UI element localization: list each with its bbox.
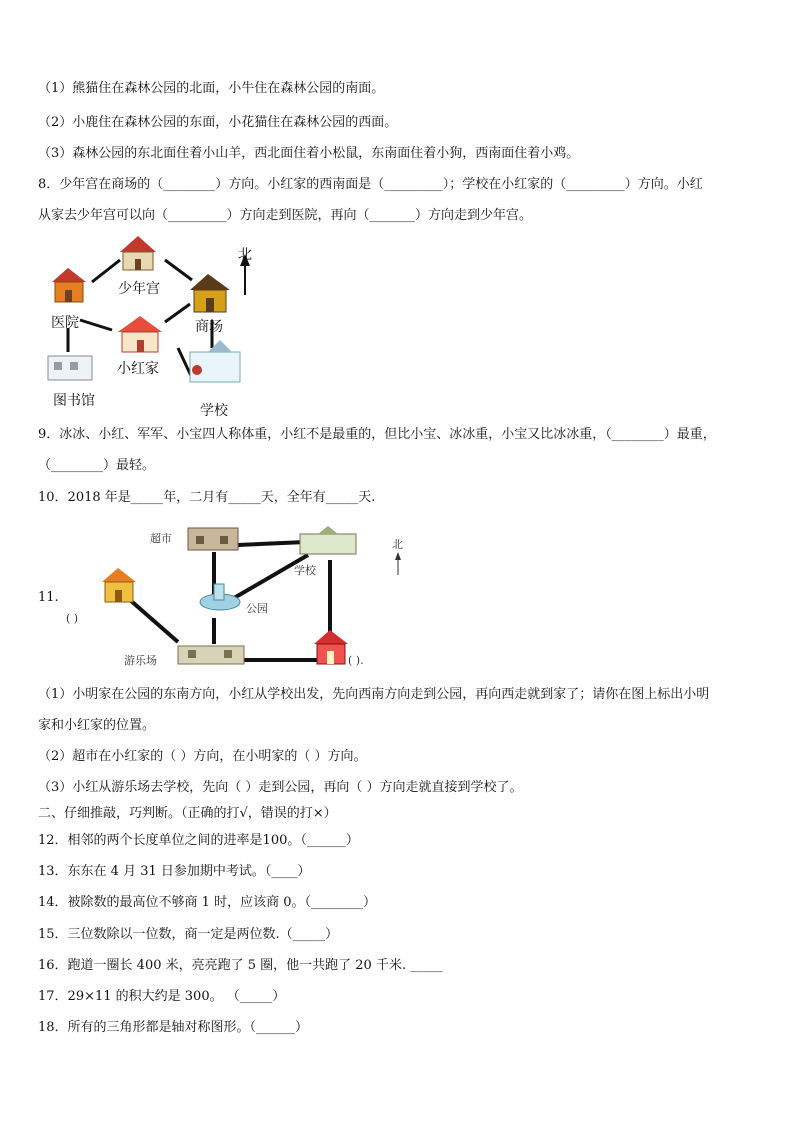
map1-label-hospital: 医院 [51, 315, 79, 331]
map1-label-mall: 商场 [195, 319, 223, 335]
mall-house-icon [190, 274, 230, 312]
red-house-icon [314, 630, 348, 664]
map1-label-palace: 少年宫 [118, 281, 160, 297]
q11-line-1: （1）小明家在公园的东南方向，小红从学校出发，先向西南方向走到公园，再向西走就到家了；请你在图上标出小明 [38, 687, 710, 702]
supermarket-icon [188, 528, 238, 550]
park-fountain-icon [200, 584, 240, 610]
palace-house-icon [120, 236, 156, 270]
map1-label-library: 图书馆 [53, 393, 95, 409]
playground-icon [178, 646, 244, 664]
map2-label-school: 学校 [294, 564, 316, 577]
map2-label-playground: 游乐场 [124, 654, 157, 667]
map1-label-home: 小红家 [117, 361, 159, 377]
q11-number: 11. [38, 590, 59, 605]
judgement-item: 18．所有的三角形都是轴对称图形。（______） [38, 1020, 309, 1035]
q10-line: 10．2018 年是_____年，二月有_____天，全年有_____天. [38, 490, 376, 505]
map1-label-school: 学校 [200, 403, 228, 419]
direction-map-2 [38, 520, 418, 672]
q11-line-4: （3）小红从游乐场去学校，先向（ ）走到公园，再向（ ）方向走就直接到学校了。 [38, 780, 523, 795]
house-icon [102, 568, 136, 602]
map1-north-label: 北 [238, 247, 252, 263]
map2-lines [38, 520, 418, 672]
judgement-item: 14．被除数的最高位不够商 1 时，应该商 0。（________） [38, 895, 376, 910]
q11-line-2: 家和小红家的位置。 [38, 718, 156, 733]
map2-paren-left: ( ) [66, 612, 79, 625]
judgement-item: 16．跑道一圈长 400 米，亮亮跑了 5 圈，他一共跑了 20 千米. _____ [38, 958, 443, 973]
library-icon [48, 356, 92, 380]
q9-line-2: （________）最轻。 [38, 458, 156, 473]
judgement-item: 15．三位数除以一位数，商一定是两位数.（_____） [38, 927, 339, 942]
hospital-house-icon [52, 268, 86, 302]
q7-line-3: （3）森林公园的东北面住着小山羊，西北面住着小松鼠，东南面住着小狗，西南面住着小鸡。 [38, 146, 580, 161]
q7-line-2: （2）小鹿住在森林公园的东面，小花猫住在森林公园的西面。 [38, 115, 398, 130]
q8-line-1: 8．少年宫在商场的（________）方向。小红家的西南面是（_________）；学校在小红家的（_________）方向。小红 [38, 177, 703, 192]
map2-north-label: 北 [392, 538, 403, 551]
map2-paren-right: ( ). [348, 654, 364, 667]
judgement-item: 12．相邻的两个长度单位之间的进率是100。（______） [38, 833, 359, 848]
q11-line-3: （2）超市在小红家的（ ）方向，在小明家的（ ）方向。 [38, 749, 367, 764]
direction-map-1 [40, 230, 270, 420]
q9-line-1: 9．冰冰、小红、军军、小宝四人称体重，小红不是最重的，但比小宝、冰冰重，小宝又比冰冰重，（________）最重， [38, 427, 716, 442]
school-building-icon [300, 526, 356, 554]
home-house-icon [118, 316, 162, 352]
school-icon [190, 340, 240, 382]
q7-line-1: （1）熊猫住在森林公园的北面，小牛住在森林公园的南面。 [38, 81, 385, 96]
judgement-item: 17．29×11 的积大约是 300。 （_____） [38, 989, 286, 1004]
section-2-heading: 二、仔细推敲，巧判断。（正确的打√，错误的打×） [38, 806, 337, 821]
map2-label-park: 公园 [246, 602, 268, 615]
map2-label-supermarket: 超市 [150, 532, 172, 545]
judgement-item: 13．东东在 4 月 31 日参加期中考试。（____） [38, 864, 311, 879]
q8-line-2: 从家去少年宫可以向（_________）方向走到医院，再向（_______）方向走到少年宫。 [38, 208, 533, 223]
